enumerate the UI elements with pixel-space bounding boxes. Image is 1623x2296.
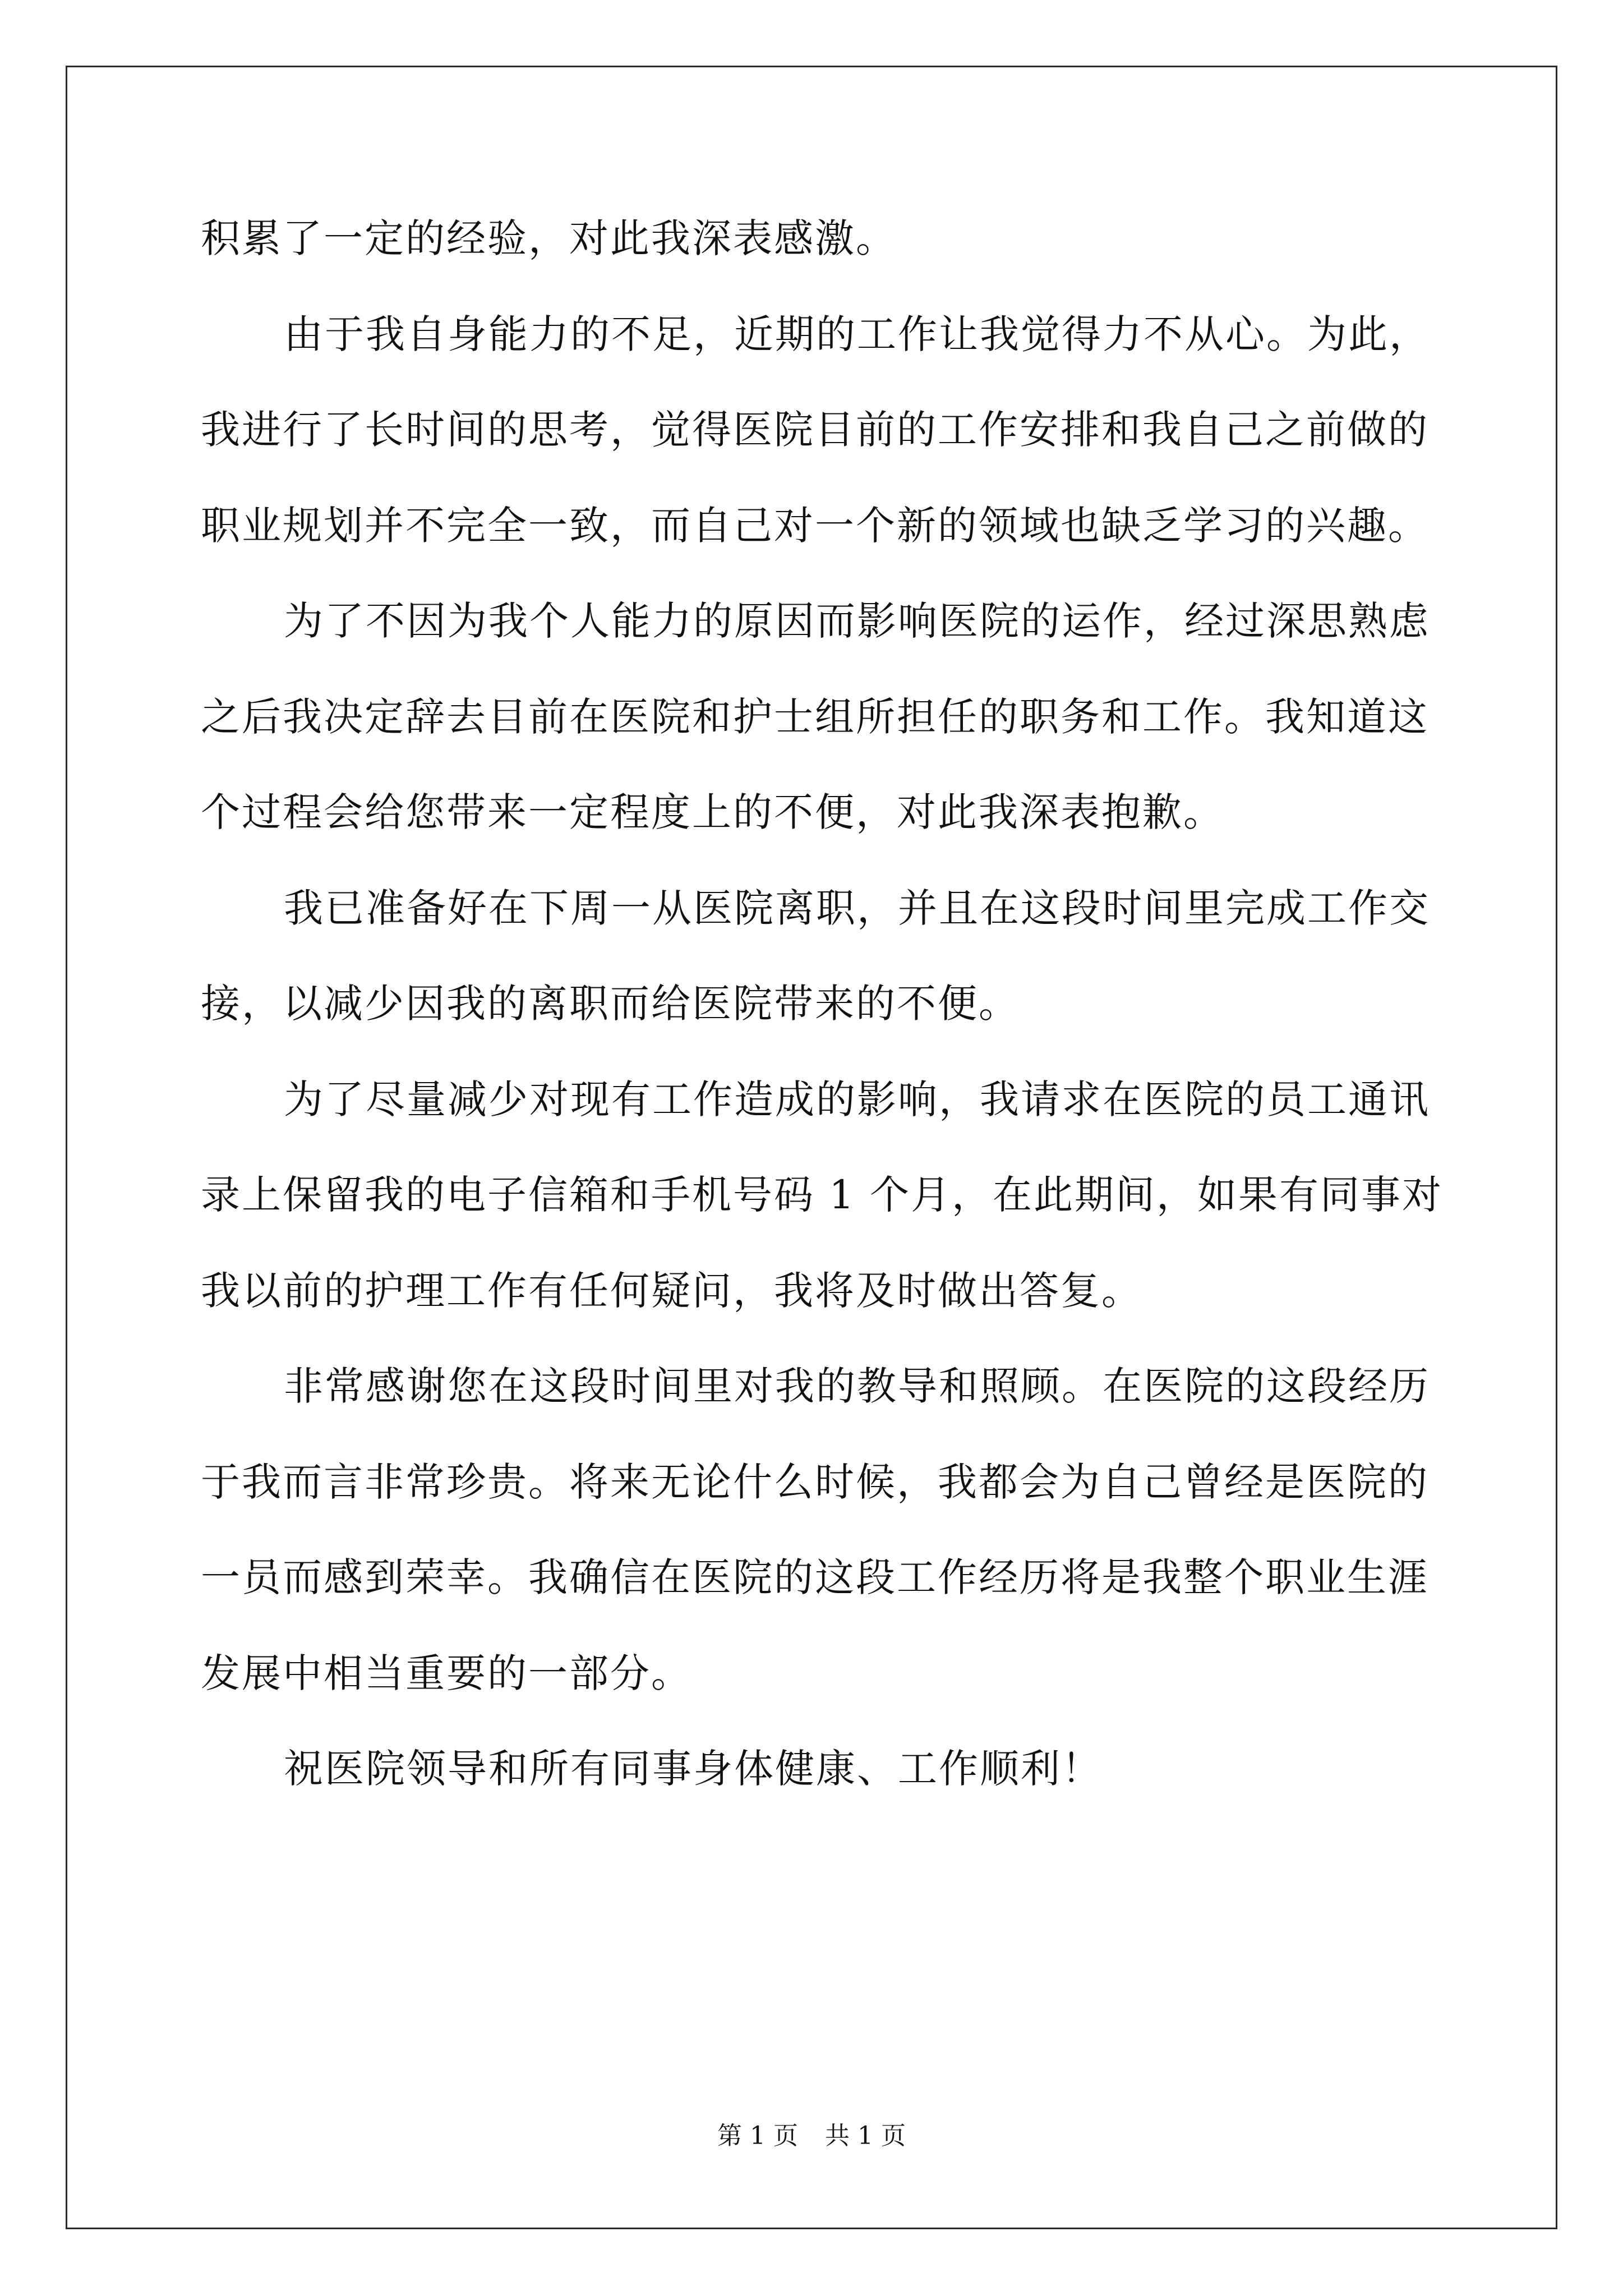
text-line-2: 由于我自身能力的不足，近期的工作让我觉得力不从心。为此，: [284, 311, 1430, 357]
text-line-6: 之后我决定辞去目前在医院和护士组所担任的职务和工作。我知道这: [201, 693, 1429, 740]
text-line-10: 为了尽量减少对现有工作造成的影响，我请求在医院的员工通讯: [284, 1076, 1430, 1122]
text-line-7: 个过程会给您带来一定程度上的不便，对此我深表抱歉。: [201, 789, 1224, 835]
text-line-8: 我已准备好在下周一从医院离职，并且在这段时间里完成工作交: [284, 885, 1430, 931]
page-number-total: 共 1 页: [825, 2122, 906, 2150]
text-line-3: 我进行了长时间的思考，觉得医院目前的工作安排和我自己之前做的: [201, 407, 1429, 453]
letter-body: [201, 191, 1444, 1817]
text-line-11: 录上保留我的电子信箱和手机号码 1 个月，在此期间，如果有同事对: [201, 1172, 1444, 1218]
text-line-13: 非常感谢您在这段时间里对我的教导和照顾。在医院的这段经历: [284, 1363, 1430, 1409]
page-number-current: 第 1 页: [717, 2122, 798, 2150]
text-line-15: 一员而感到荣幸。我确信在医院的这段工作经历将是我整个职业生涯: [201, 1554, 1429, 1600]
text-line-1: 积累了一定的经验，对此我深表感激。: [201, 215, 897, 261]
text-line-14: 于我而言非常珍贵。将来无论什么时候，我都会为自己曾经是医院的: [201, 1458, 1429, 1505]
text-line-9: 接，以减少因我的离职而给医院带来的不便。: [201, 981, 1020, 1027]
text-line-12: 我以前的护理工作有任何疑问，我将及时做出答复。: [201, 1267, 1142, 1314]
text-line-5: 为了不因为我个人能力的原因而影响医院的运作，经过深思熟虑: [284, 598, 1430, 644]
text-line-4: 职业规划并不完全一致，而自己对一个新的领域也缺乏学习的兴趣。: [201, 502, 1429, 549]
text-line-17: 祝医院领导和所有同事身体健康、工作顺利！: [284, 1746, 1103, 1792]
page-footer: [0, 2119, 1623, 2153]
text-line-16: 发展中相当重要的一部分。: [201, 1650, 692, 1696]
